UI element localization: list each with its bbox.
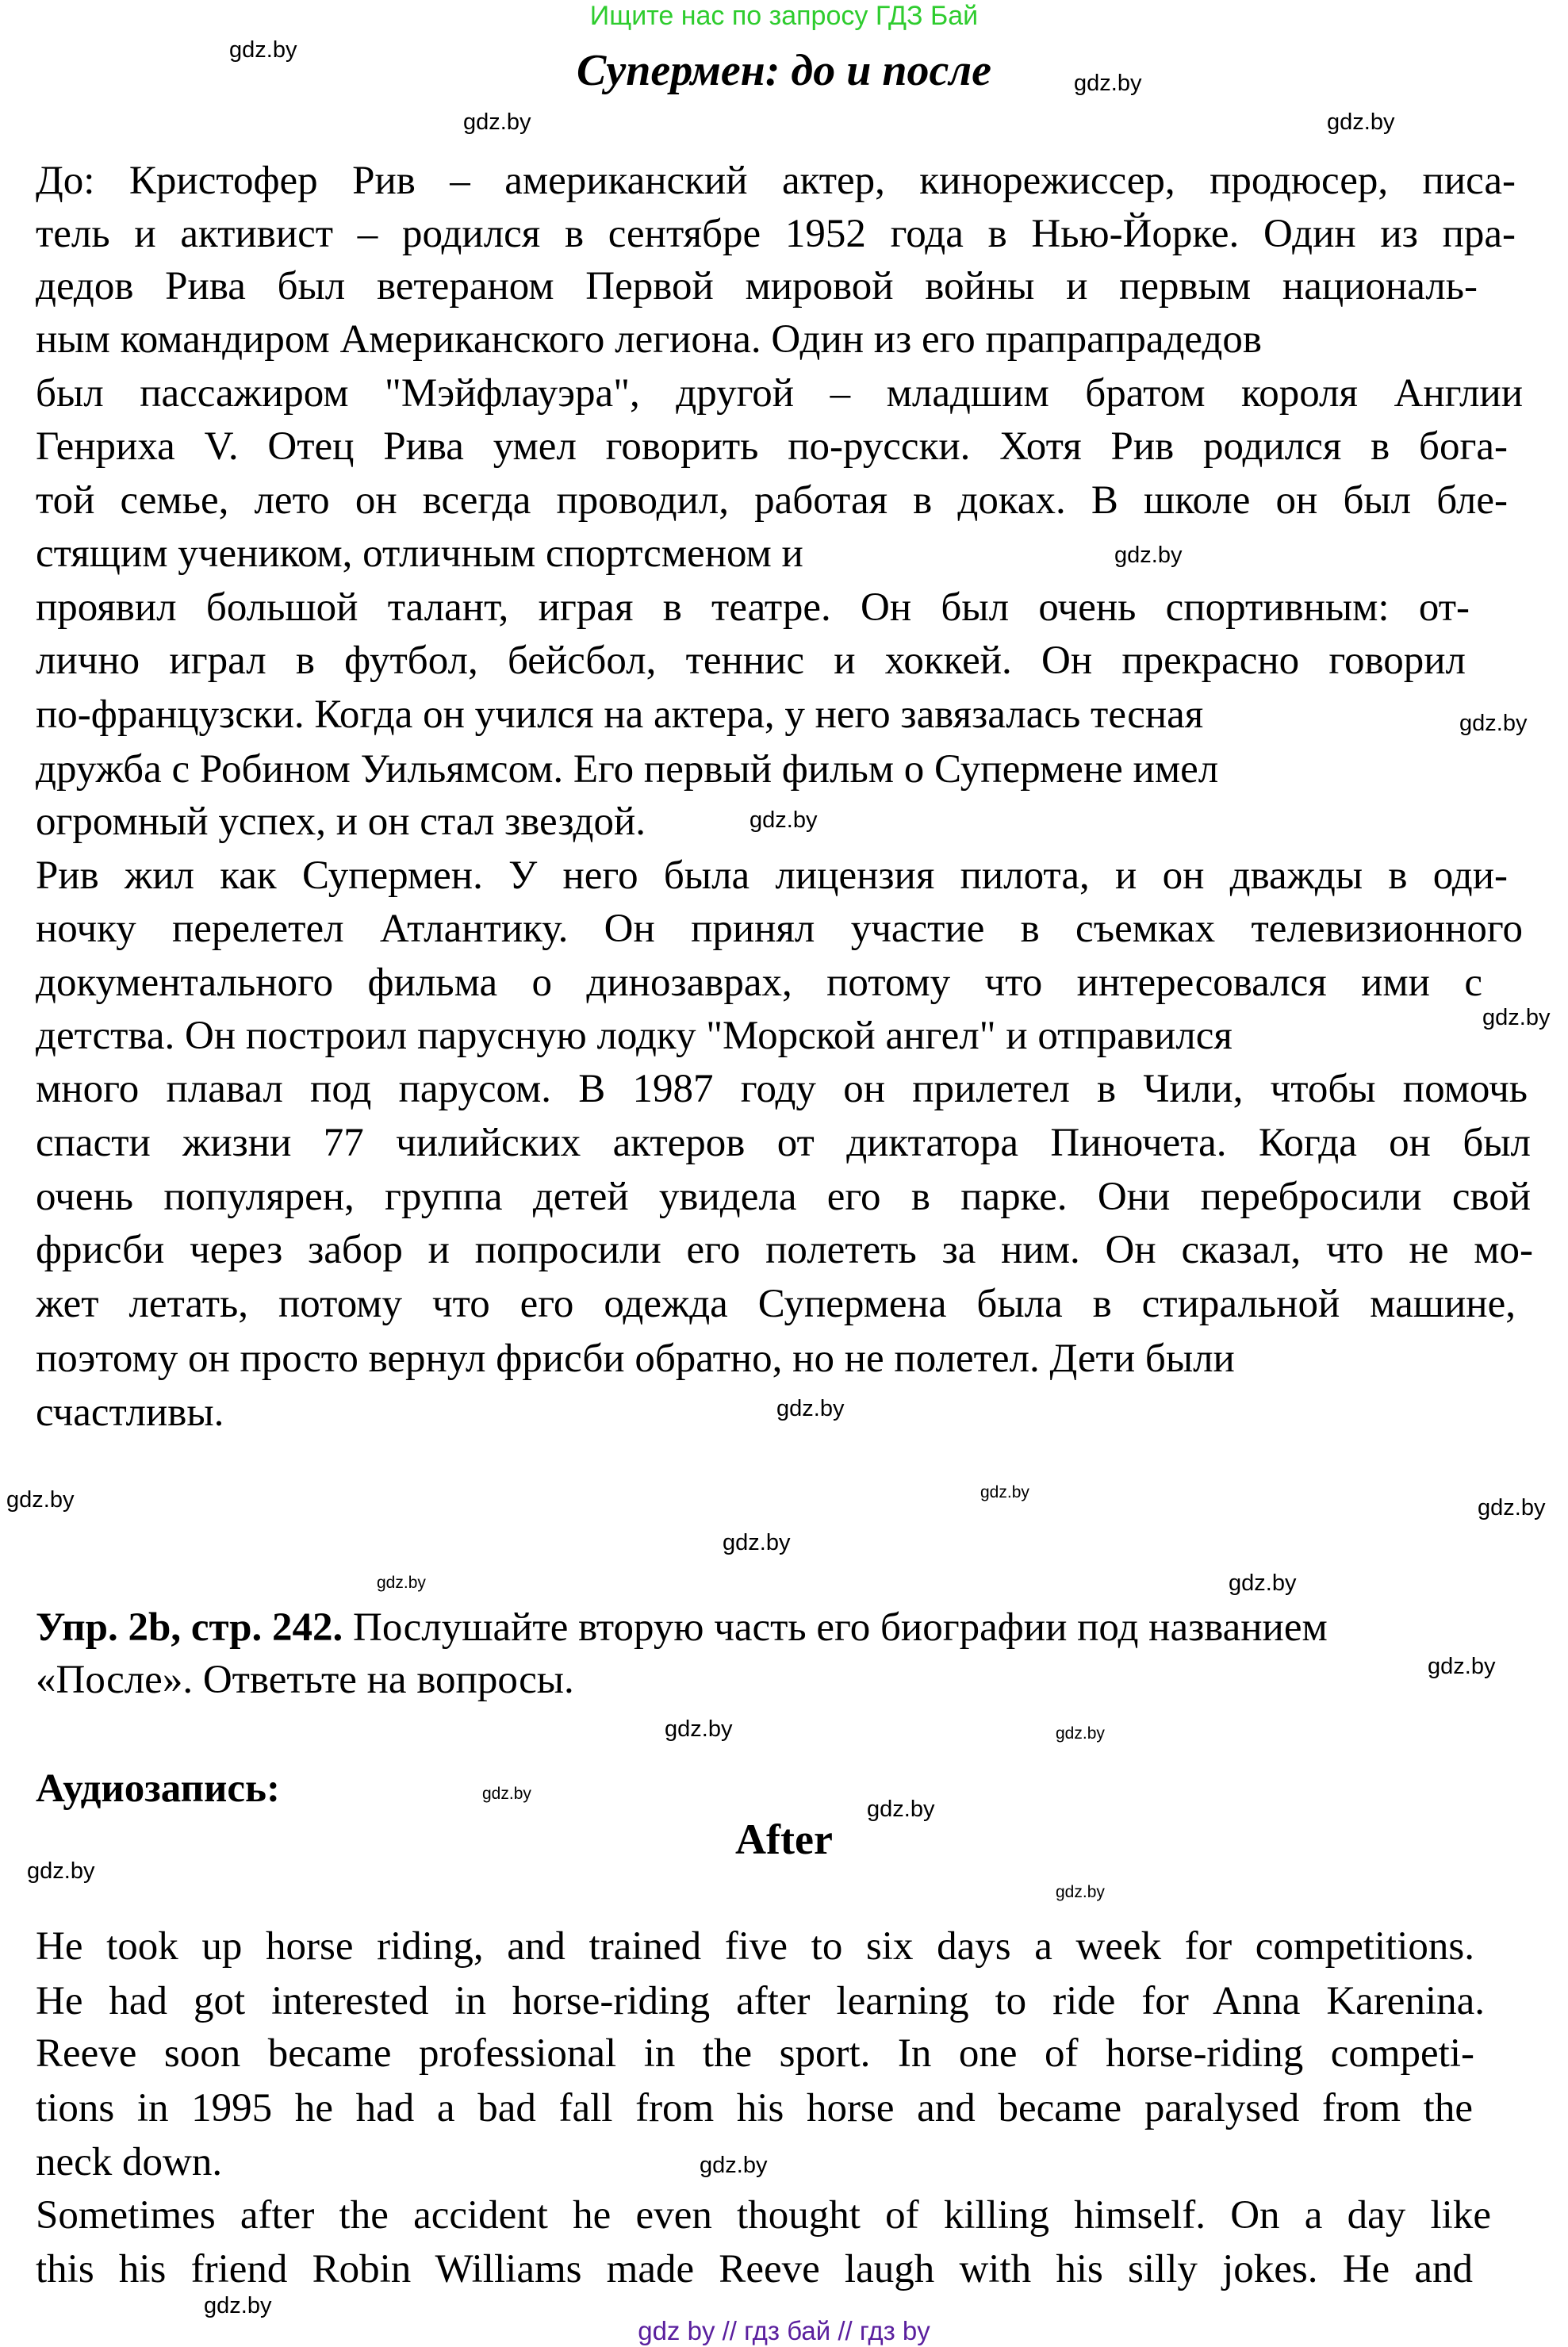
watermark-text: gdz.by: [700, 2153, 768, 2178]
russian-text-line: Генриха V. Отец Рива умел говорить по-русски. Хотя Рив родился в бога-: [36, 424, 1508, 469]
watermark-text: gdz.by: [723, 1530, 791, 1555]
russian-text-line: жет летать, потому что его одежда Супермена была в стиральной машине,: [36, 1282, 1516, 1326]
audio-heading: Аудиозапись:: [36, 1766, 280, 1811]
russian-text-line: проявил большой талант, играя в театре. Он был очень спортивным: от-: [36, 585, 1470, 630]
exercise-text: Послушайте вторую часть его биографии под названием: [343, 1605, 1328, 1650]
after-title: After: [735, 1816, 833, 1863]
watermark-text: gdz.by: [482, 1785, 531, 1803]
russian-text-line: очень популярен, группа детей увидела его в парке. Они перебросили свой: [36, 1175, 1531, 1219]
russian-text-line: огромный успех, и он стал звездой.: [36, 800, 646, 844]
russian-text-line: стящим учеником, отличным спортсменом и: [36, 531, 803, 576]
russian-text-line: дедов Рива был ветераном Первой мировой войны и первым националь-: [36, 264, 1478, 309]
russian-text-line: До: Кристофер Рив – американский актер, кинорежиссер, продюсер, писа-: [36, 159, 1516, 203]
russian-text-line: счастливы.: [36, 1390, 224, 1435]
watermark-text: gdz.by: [1478, 1495, 1546, 1521]
watermark-text: gdz.by: [377, 1574, 426, 1592]
russian-text-line: той семье, лето он всегда проводил, работая в доках. В школе он был бле-: [36, 478, 1508, 523]
watermark-text: gdz.by: [1056, 1724, 1105, 1743]
watermark-text: gdz.by: [867, 1797, 935, 1822]
english-text-line: Sometimes after the accident he even thought of killing himself. On a day like: [36, 2193, 1491, 2238]
watermark-text: gdz.by: [1074, 71, 1142, 96]
footer-links[interactable]: gdz by // гдз бай // гдз by: [638, 2316, 930, 2345]
watermark-text: gdz.by: [1482, 1005, 1551, 1030]
watermark-text: gdz.by: [749, 807, 818, 833]
russian-text-line: спасти жизни 77 чилийских актеров от диктатора Пиночета. Когда он был: [36, 1121, 1531, 1165]
russian-text-line: фрисби через забор и попросили его полететь за ним. Он сказал, что не мо-: [36, 1228, 1533, 1272]
exercise-label: Упр. 2b, стр. 242.: [36, 1605, 343, 1650]
russian-text-line: по-французски. Когда он учился на актера, у него завязалась тесная: [36, 692, 1204, 737]
english-text-line: this his friend Robin Williams made Reeve laugh with his silly jokes. He and: [36, 2247, 1473, 2291]
russian-text-line: поэтому он просто вернул фрисби обратно, но не полетел. Дети были: [36, 1336, 1235, 1381]
watermark-text: gdz.by: [665, 1716, 733, 1742]
english-text-line: He had got interested in horse-riding after learning to ride for Anna Karenina.: [36, 1979, 1485, 2023]
russian-text-line: был пассажиром "Мэйфлауэра", другой – младшим братом короля Англии: [36, 371, 1523, 416]
search-hint-banner: Ищите нас по запросу ГДЗ Бай: [589, 1, 979, 31]
russian-text-line: детства. Он построил парусную лодку "Морской ангел" и отправился: [36, 1014, 1233, 1058]
watermark-text: gdz.by: [6, 1487, 75, 1513]
english-text-line: Reeve soon became professional in the sport. In one of horse-riding competi-: [36, 2031, 1474, 2076]
russian-text-line: ночку перелетел Атлантику. Он принял участие в съемках телевизионного: [36, 907, 1523, 951]
russian-text-line: дружба с Робином Уильямсом. Его первый фильм о Супермене имел: [36, 747, 1219, 792]
english-text-line: tions in 1995 he had a bad fall from his horse and became paralysed from the: [36, 2086, 1473, 2130]
russian-text-line: тель и активист – родился в сентябре 1952 года в Нью-Йорке. Один из пра-: [36, 212, 1516, 256]
watermark-text: gdz.by: [1114, 543, 1183, 568]
russian-text-line: много плавал под парусом. В 1987 году он прилетел в Чили, чтобы помочь: [36, 1067, 1528, 1111]
russian-text-line: ным командиром Американского легиона. Один из его прапрапрадедов: [36, 317, 1262, 362]
exercise-line-2: «После». Ответьте на вопросы.: [36, 1658, 574, 1702]
russian-text-line: Рив жил как Супермен. У него была лицензия пилота, и он дважды в оди-: [36, 853, 1508, 898]
russian-text-line: документального фильма о динозаврах, потому что интересовался ими с: [36, 961, 1482, 1005]
watermark-text: gdz.by: [1327, 109, 1395, 135]
watermark-text: gdz.by: [980, 1483, 1029, 1501]
english-text-line: He took up horse riding, and trained five to six days a week for competitions.: [36, 1924, 1474, 1969]
english-text-line: neck down.: [36, 2140, 223, 2184]
watermark-text: gdz.by: [27, 1858, 95, 1884]
exercise-line-1: [36, 1604, 1328, 1651]
russian-text-line: лично играл в футбол, бейсбол, теннис и хоккей. Он прекрасно говорил: [36, 639, 1466, 683]
watermark-text: gdz.by: [1229, 1570, 1297, 1596]
watermark-text: gdz.by: [1428, 1654, 1496, 1679]
watermark-text: gdz.by: [463, 109, 531, 135]
watermark-text: gdz.by: [1056, 1883, 1105, 1901]
watermark-text: gdz.by: [204, 2293, 272, 2318]
watermark-text: gdz.by: [1459, 711, 1528, 736]
page-title: Супермен: до и после: [577, 46, 991, 95]
watermark-text: gdz.by: [776, 1396, 845, 1421]
watermark-text: gdz.by: [229, 37, 297, 63]
